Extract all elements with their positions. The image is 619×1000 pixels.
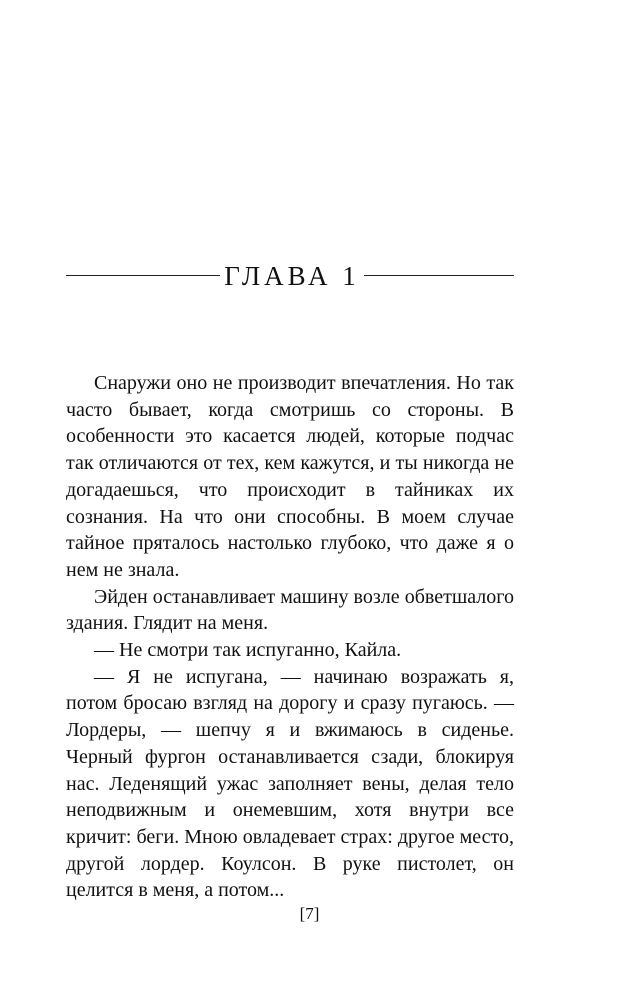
chapter-heading — [66, 258, 514, 294]
paragraph: — Не смотри так испуганно, Кайла. — [94, 639, 402, 662]
chapter-body — [66, 370, 514, 904]
paragraph: Эйден останавливает машину возле обветшалого здания. Глядит на меня. — [66, 585, 514, 635]
page-number: [7] — [299, 904, 320, 923]
paragraph: — Я не испугана, — начинаю возражать я, потом бросаю взгляд на дорогу и сразу пугаюсь. — Лордеры, — шепчу я и вжимаюсь в сиденье. Черный фургон останавливается сзади, блокируя нас. Леденящий ужас заполняет вены, делая тело неподвижным и онемевшим, хотя внутри все кричит: беги. Мною овладевает страх: другое место, другой лордер. Коулсон. В руке пистолет, он целится в меня, а потом... — [66, 665, 514, 902]
paragraph: Снаружи оно не производит впечатления. Но так часто бывает, когда смотришь со стороны. В особенности это касается людей, которые подчас так отличаются от тех, кем кажутся, и ты никогда не догадаешься, что происходит в тайниках их сознания. На что они способны. В моем случае тайное пряталось настолько глубоко, что даже я о нем не знала. — [66, 372, 514, 581]
chapter-title — [66, 258, 514, 294]
chapter-title-text: ГЛАВА 1 — [220, 261, 363, 291]
